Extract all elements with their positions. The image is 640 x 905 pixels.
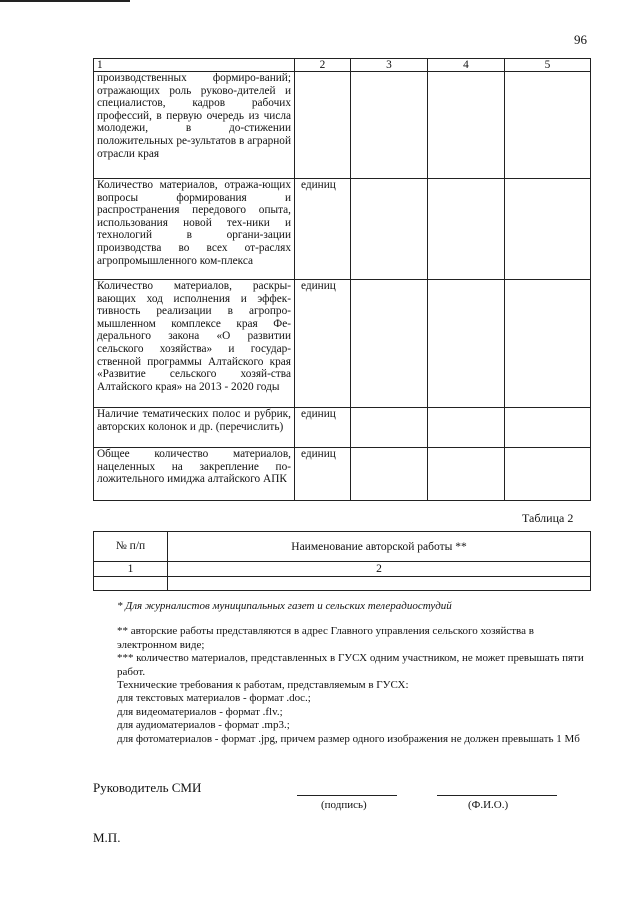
- page-number: 96: [574, 32, 587, 47]
- row-description: Общее количество материалов, нацеленных на закрепление по-ложительного имиджа алтайского АПК: [94, 448, 295, 501]
- stamp-place: М.П.: [93, 830, 121, 845]
- empty-cell: [94, 577, 168, 591]
- header-col-1: 1: [94, 59, 295, 72]
- row-cell: [428, 72, 505, 179]
- row-cell: [351, 72, 428, 179]
- indicators-table: [93, 58, 591, 501]
- row-cell: [505, 72, 591, 179]
- row-cell: [351, 280, 428, 408]
- table-row: [94, 408, 591, 448]
- table-row: [94, 448, 591, 501]
- signature-caption: (подпись): [321, 799, 367, 811]
- signature-line: [297, 795, 397, 796]
- header-col-3: 3: [351, 59, 428, 72]
- row-unit: единиц: [295, 408, 351, 448]
- row-unit: единиц: [295, 448, 351, 501]
- row-cell: [428, 179, 505, 280]
- table-row: [94, 562, 591, 577]
- table-row: [94, 577, 591, 591]
- name-caption: (Ф.И.О.): [468, 799, 509, 811]
- header-number: № п/п: [94, 532, 168, 562]
- table-header-row: [94, 59, 591, 72]
- header-col-2: 2: [295, 59, 351, 72]
- header-col-5: 5: [505, 59, 591, 72]
- row-description: производственных формиро-ваний; отражающих роль руково-дителей и специалистов, кадров рабочих профессий, в первую очередь из числа молодежи, в до-стижении положительных ре-зультатов в аграрной отрасли края: [94, 72, 295, 179]
- row-cell: [428, 408, 505, 448]
- empty-cell: [168, 577, 591, 591]
- num-cell: 1: [94, 562, 168, 577]
- row-cell: [505, 448, 591, 501]
- row-cell: [351, 448, 428, 501]
- video-format-note: для видеоматериалов - формат .flv.;: [117, 705, 283, 718]
- row-description: Количество материалов, раскры-вающих ход исполнения и эффек-тивность реализации в агропро-мышленном комплексе края Фе-дерального закона «О развитии сельского хозяйства» и государ-ственной программы Алтайского края «Развитие сельского хозяй-ства Алтайского края» на 2013 - 2020 годы: [94, 280, 295, 408]
- table2-caption: Таблица 2: [522, 511, 574, 525]
- row-cell: [351, 179, 428, 280]
- row-unit: единиц: [295, 179, 351, 280]
- table-header-row: [94, 532, 591, 562]
- photo-format-note: для фотоматериалов - формат .jpg, причем размер одного изображения не должен превышать 1 Мб: [117, 732, 580, 745]
- footnote-1: * Для журналистов муниципальных газет и сельских телерадиостудий: [117, 600, 452, 612]
- row-cell: [505, 179, 591, 280]
- audio-format-note: для аудиоматериалов - формат .mp3.;: [117, 719, 290, 732]
- row-unit: единиц: [295, 280, 351, 408]
- table-row: [94, 72, 591, 179]
- footnote-2: ** авторские работы представляются в адрес Главного управления сельского хозяйства в электронном виде;: [117, 625, 534, 651]
- row-cell: [428, 448, 505, 501]
- num-cell: 2: [168, 562, 591, 577]
- header-col-4: 4: [428, 59, 505, 72]
- footnotes: [117, 600, 590, 746]
- table-row: [94, 179, 591, 280]
- row-description: Количество материалов, отража-ющих вопросы формирования и распространения передового опыта, использования новой тех-ники и технологий в органи-зации производства во всех от-раслях агропромышленного ком-плекса: [94, 179, 295, 280]
- header-title: Наименование авторской работы **: [168, 532, 591, 562]
- scan-edge-line: [0, 0, 130, 2]
- row-cell: [505, 280, 591, 408]
- row-cell: [505, 408, 591, 448]
- row-unit: [295, 72, 351, 179]
- row-cell: [428, 280, 505, 408]
- author-works-table: [93, 531, 591, 591]
- name-line: [437, 795, 557, 796]
- text-format-note: для текстовых материалов - формат .doc.;: [117, 692, 311, 705]
- tech-requirements-title: Технические требования к работам, представляемым в ГУСХ:: [117, 679, 409, 692]
- row-description: Наличие тематических полос и рубрик, авторских колонок и др. (перечислить): [94, 408, 295, 448]
- media-head-label: Руководитель СМИ: [93, 780, 202, 795]
- footnote-3: *** количество материалов, представленных в ГУСХ одним участником, не может превышать пяти работ.: [117, 652, 584, 678]
- table-row: [94, 280, 591, 408]
- row-cell: [351, 408, 428, 448]
